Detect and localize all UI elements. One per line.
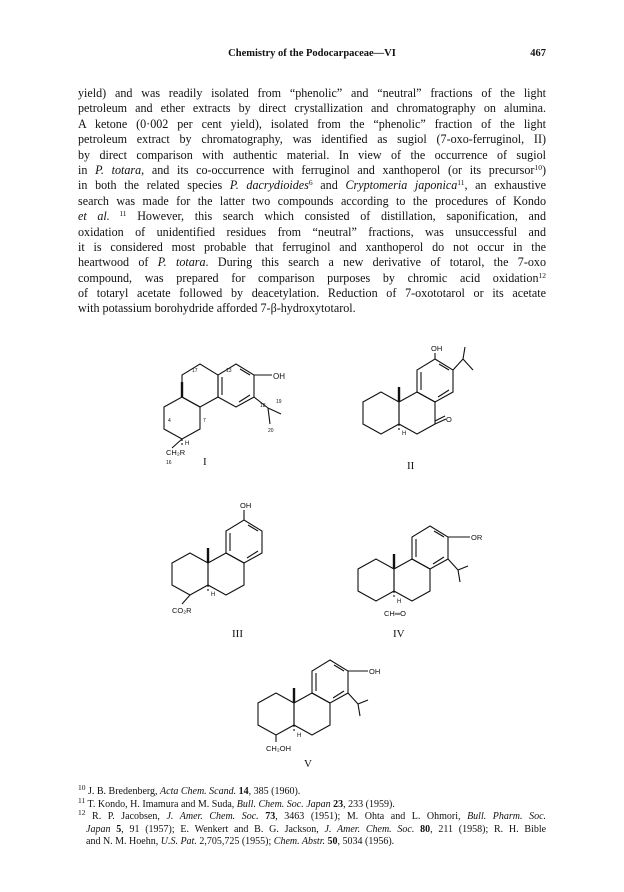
text-line: A ketone (0·002 per cent yield), isolated from the “phenolic” fraction of the light bbox=[78, 116, 546, 131]
structure-IV bbox=[354, 520, 494, 620]
text-line: search was made for the latter two compounds according to the procedures of Kondo bbox=[78, 193, 546, 208]
numeral-I: I bbox=[203, 456, 207, 468]
label-16: 16 bbox=[166, 460, 172, 466]
text-line: heartwood of P. totara. During this search a new derivative of totarol, the 7-oxo bbox=[78, 255, 546, 270]
text-line: in both the related species P. dacrydioides$^6$ and Cryptomeria japonica$^{11}$, an exhaustive bbox=[78, 178, 546, 193]
label-13: 13 bbox=[226, 368, 232, 374]
numeral-II: II bbox=[407, 460, 415, 472]
label-CO2R: CO₂R bbox=[172, 606, 192, 615]
label-H: H bbox=[397, 599, 402, 605]
text-line: petroleum and ether extracts by direct crystallization and chromatography on alumina. bbox=[78, 101, 546, 116]
label-OH: OH bbox=[240, 501, 252, 510]
numeral-V: V bbox=[304, 758, 312, 770]
label-17: 17 bbox=[192, 368, 198, 374]
label-OH: OH bbox=[273, 372, 285, 381]
running-title: Chemistry of the Podocarpaceae—VI bbox=[228, 48, 396, 59]
label-19: 19 bbox=[276, 399, 282, 405]
footnote-12-cont: and N. M. Hoehn, U.S. Pat. 2,705,725 (1955); Chem. Abstr. 50, 5034 (1956). bbox=[86, 836, 395, 848]
label-H: H bbox=[402, 431, 407, 437]
structure-IV-drawing bbox=[354, 520, 494, 620]
footnotes bbox=[78, 783, 547, 849]
label-H: H bbox=[297, 733, 302, 739]
text-line: oxidation of unidentified residues from “neutral” fractions, was unsuccessful and bbox=[78, 224, 546, 239]
label-H: H bbox=[211, 592, 216, 598]
text-line: it is considered most probable that ferruginol and xanthoperol do not occur in the bbox=[78, 239, 546, 254]
text-line: yield) and was readily isolated from “phenolic” and “neutral” fractions of the light bbox=[78, 86, 546, 100]
structure-II-drawing bbox=[363, 345, 483, 445]
text-line: by direct comparison with authentic material. In view of the occurrence of sugiol bbox=[78, 147, 546, 162]
text-line: petroleum extract by chromatography, was identified as sugiol (7-oxo-ferruginol, II) bbox=[78, 132, 546, 147]
numeral-IV: IV bbox=[393, 628, 405, 640]
label-18: 18 bbox=[260, 403, 266, 409]
structure-III bbox=[172, 498, 292, 618]
label-20: 20 bbox=[268, 428, 274, 434]
label-7: 7 bbox=[203, 418, 206, 424]
footnote-12: $^{12}$ R. P. Jacobsen, J. Amer. Chem. Soc. 73, 3463 (1951); M. Ohta and L. Ohmori, Bull. Pharm. Soc. bbox=[78, 808, 547, 823]
numeral-III: III bbox=[232, 628, 243, 640]
text-line: in P. totara, and its co-occurrence with ferruginol and xanthoperol (or its precursor$^{10}$) bbox=[78, 162, 546, 177]
label-CH2OH: CH₂OH bbox=[266, 744, 291, 753]
structure-V-drawing bbox=[254, 654, 394, 764]
text-line: of totaryl acetate followed by deacetylation. Reduction of 7-oxototarol or its acetate bbox=[78, 286, 546, 301]
text-line: et al. $^{11}$ However, this search which consisted of distillation, saponification, and bbox=[78, 209, 546, 224]
structure-III-drawing bbox=[172, 498, 292, 618]
label-H: H bbox=[185, 441, 190, 447]
structure-I bbox=[160, 350, 300, 465]
footnote-10: $^{10}$ J. B. Bredenberg, Acta Chem. Scand. 14, 385 (1960). bbox=[78, 783, 301, 797]
text-line: compound, was prepared for comparison purposes by chromic acid oxidation$^{12}$ bbox=[78, 270, 546, 285]
structure-II bbox=[363, 345, 483, 445]
label-OR: OR bbox=[471, 533, 483, 542]
label-OH: OH bbox=[431, 344, 443, 353]
structure-I-drawing bbox=[160, 350, 300, 465]
label-O: O bbox=[446, 415, 452, 424]
body-paragraph bbox=[78, 86, 546, 317]
footnote-12-cont: Japan 5, 91 (1957); E. Wenkert and B. G. Jackson, J. Amer. Chem. Soc. 80, 211 (1958); R. H. Bible bbox=[86, 823, 547, 835]
label-OH: OH bbox=[369, 667, 381, 676]
footnote-11: $^{11}$ T. Kondo, H. Imamura and M. Suda, Bull. Chem. Soc. Japan 23, 233 (1959). bbox=[78, 795, 395, 810]
page-number: 467 bbox=[530, 48, 546, 59]
structure-V bbox=[254, 654, 394, 764]
label-4: 4 bbox=[168, 418, 171, 424]
text-line: with potassium borohydride afforded 7-β-hydroxytotarol. bbox=[78, 301, 356, 316]
label-CH2R: CH₂R bbox=[166, 448, 186, 457]
label-CHO: CH═O bbox=[384, 609, 406, 618]
page-header bbox=[78, 48, 546, 66]
